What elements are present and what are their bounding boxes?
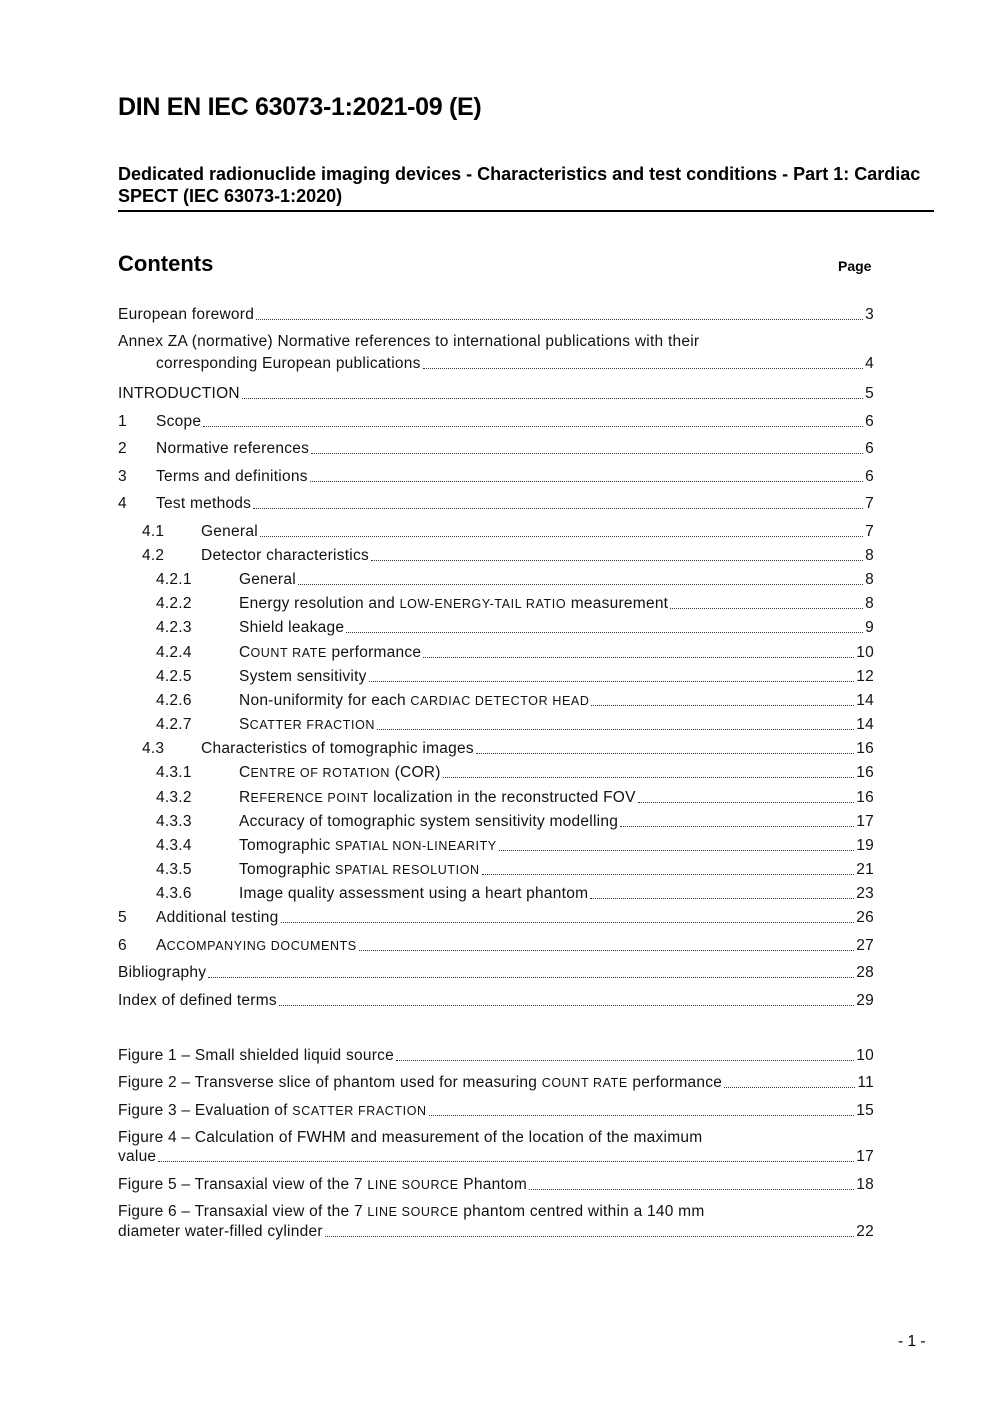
toc-entry-energy-resolution[interactable] [156,595,874,613]
toc-entry-text: System sensitivity [239,668,367,685]
toc-page-number: 6 [865,413,874,430]
toc-entry-text: Tomographic SPATIAL RESOLUTION [239,861,480,878]
figure-entry-text: value [118,1148,157,1165]
toc-page-number: 22 [856,1223,874,1240]
section-number: 1 [118,413,127,430]
section-number: 4.2.4 [156,644,192,661]
dot-leader [208,974,854,978]
toc-entry-scope[interactable] [118,413,874,431]
toc-entry-centre-of-rotation[interactable] [156,764,874,782]
figure-entry-1[interactable] [118,1047,874,1065]
dot-leader [590,895,854,899]
dot-leader [443,774,855,778]
toc-entry-spatial-non-linearity[interactable] [156,837,874,855]
dot-leader [369,678,855,682]
toc-entry-image-quality[interactable] [156,885,874,903]
toc-entry-annex-za-line1[interactable]: Annex ZA (normative) Normative references to international publications with their [118,333,700,350]
dot-leader [346,629,863,633]
toc-entry-text: CENTRE OF ROTATION (COR) [239,764,441,781]
toc-entry-text: General [239,571,296,588]
dot-leader [423,654,854,658]
toc-page-number: 14 [856,692,874,709]
toc-entry-normative-references[interactable] [118,440,874,458]
dot-leader [253,505,863,509]
dot-leader [377,726,854,730]
toc-entry-introduction[interactable] [118,385,874,403]
section-number: 4.3.1 [156,764,192,781]
dot-leader [423,365,863,369]
section-number: 4.2.2 [156,595,192,612]
toc-page-number: 27 [856,937,874,954]
toc-entry-accompanying-documents[interactable] [118,937,874,955]
toc-entry-4-2-1-general[interactable] [156,571,874,589]
defined-term: CARDIAC DETECTOR HEAD [410,694,590,708]
section-number: 4 [118,495,127,512]
dot-leader [256,316,863,320]
toc-page-number: 3 [865,306,874,323]
defined-term: ENTRE OF ROTATION [250,766,391,780]
dot-leader [298,581,863,585]
dot-leader [325,1233,854,1237]
toc-page-number: 8 [865,595,874,612]
toc-entry-additional-testing[interactable] [118,909,874,927]
figure-entry-2[interactable] [118,1074,874,1092]
figure-entry-6-line1[interactable]: Figure 6 – Transaxial view of the 7 LINE SOURCE phantom centred within a 140 mm [118,1203,705,1220]
toc-entry-text: Non-uniformity for each CARDIAC DETECTOR HEAD [239,692,590,709]
defined-term: SPATIAL RESOLUTION [335,863,480,877]
section-number: 4.3 [142,740,165,757]
toc-entry-text: REFERENCE POINT localization in the reconstructed FOV [239,789,636,806]
toc-page-number: 5 [865,385,874,402]
toc-page-number: 10 [856,1047,874,1064]
section-number: 2 [118,440,127,457]
toc-entry-text: Scope [156,413,202,430]
toc-entry-non-uniformity[interactable] [156,692,874,710]
dot-leader [429,1112,855,1116]
contents-heading: Contents [118,251,214,276]
dot-leader [158,1158,854,1162]
figure-entry-text: diameter water-filled cylinder [118,1223,323,1240]
toc-page-number: 7 [865,495,874,512]
section-number: 4.2.7 [156,716,192,733]
toc-entry-text: Terms and definitions [156,468,308,485]
dot-leader [396,1057,854,1061]
toc-entry-text: ACCOMPANYING DOCUMENTS [156,937,357,954]
toc-page-number: 16 [856,740,874,757]
toc-page-number: 4 [865,355,874,372]
document-id: DIN EN IEC 63073-1:2021-09 (E) [118,93,482,121]
defined-term: CATTER FRACTION [249,718,376,732]
toc-entry-text: Additional testing [156,909,279,926]
toc-page-number: 16 [856,764,874,781]
figure-entry-5[interactable] [118,1176,874,1194]
toc-entry-detector-characteristics[interactable] [142,547,874,565]
dot-leader [310,478,863,482]
page-column-heading: Page [838,258,872,274]
toc-entry-terms-and-definitions[interactable] [118,468,874,486]
dot-leader [476,750,854,754]
defined-term: OUNT RATE [250,646,327,660]
toc-entry-text: corresponding European publications [156,355,421,372]
toc-entry-text: Index of defined terms [118,992,277,1009]
figure-entry-4-line1[interactable]: Figure 4 – Calculation of FWHM and measurement of the location of the maximum [118,1129,703,1146]
toc-entry-index[interactable] [118,992,874,1010]
dot-leader [242,395,863,399]
section-number: 4.2.3 [156,619,192,636]
defined-term: EFERENCE POINT [250,791,369,805]
toc-entry-tomographic-characteristics[interactable] [142,740,874,758]
toc-entry-text: Image quality assessment using a heart phantom [239,885,589,902]
toc-page-number: 8 [865,547,874,564]
figure-entry-3[interactable] [118,1102,874,1120]
defined-term: COUNT RATE [541,1076,628,1090]
dot-leader [591,702,854,706]
dot-leader [371,557,863,561]
dot-leader [670,605,863,609]
toc-entry-bibliography[interactable] [118,964,874,982]
defined-term: LINE SOURCE [367,1205,459,1219]
title-underline [118,210,934,212]
toc-page-number: 16 [856,789,874,806]
section-number: 4.3.6 [156,885,192,902]
toc-entry-system-sensitivity[interactable] [156,668,874,686]
section-number: 4.2.6 [156,692,192,709]
dot-leader [529,1186,854,1190]
toc-page-number: 21 [856,861,874,878]
toc-entry-reference-point[interactable] [156,789,874,807]
toc-page-number: 11 [857,1074,874,1091]
section-number: 4.3.5 [156,861,192,878]
toc-entry-test-methods[interactable] [118,495,874,513]
dot-leader [499,847,855,851]
toc-page-number: 26 [856,909,874,926]
toc-entry-text: General [201,523,258,540]
defined-term: LOW-ENERGY-TAIL RATIO [399,597,567,611]
dot-leader [311,450,863,454]
toc-page-number: 29 [856,992,874,1009]
dot-leader [482,871,855,875]
toc-entry-text: INTRODUCTION [118,385,240,402]
toc-page-number: 9 [865,619,874,636]
toc-page-number: 17 [856,1148,874,1165]
toc-entry-text: Tomographic SPATIAL NON-LINEARITY [239,837,497,854]
figure-entry-text: Figure 5 – Transaxial view of the 7 LINE SOURCE Phantom [118,1176,528,1193]
toc-page-number: 14 [856,716,874,733]
defined-term: LINE SOURCE [367,1178,459,1192]
toc-page-number: 12 [856,668,874,685]
defined-term: SPATIAL NON-LINEARITY [335,839,497,853]
toc-entry-text: COUNT RATE performance [239,644,422,661]
toc-page-number: 6 [865,468,874,485]
section-number: 5 [118,909,127,926]
defined-term: CCOMPANYING DOCUMENTS [166,939,357,953]
toc-page-number: 8 [865,571,874,588]
dot-leader [281,919,855,923]
footer-page-number: - 1 - [898,1333,926,1350]
toc-entry-spatial-resolution[interactable] [156,861,874,879]
section-number: 3 [118,468,127,485]
toc-entry-text: Shield leakage [239,619,345,636]
document-title: Dedicated radionuclide imaging devices - Characteristics and test conditions - Part 1: Cardiac SPECT (IEC 63073-1:2020) [118,164,921,206]
section-number: 4.2.1 [156,571,192,588]
section-number: 4.2.5 [156,668,192,685]
toc-page-number: 19 [856,837,874,854]
toc-entry-text: Detector characteristics [201,547,369,564]
toc-page-number: 28 [856,964,874,981]
figure-entry-6[interactable] [118,1223,874,1241]
toc-entry-text: SCATTER FRACTION [239,716,376,733]
toc-page-number: 7 [865,523,874,540]
section-number: 4.1 [142,523,165,540]
dot-leader [638,799,855,803]
toc-entry-text: Characteristics of tomographic images [201,740,474,757]
toc-entry-4-1-general[interactable] [142,523,874,541]
dot-leader [260,533,863,537]
section-number: 6 [118,937,127,954]
toc-page-number: 10 [856,644,874,661]
figure-entry-text: Figure 3 – Evaluation of SCATTER FRACTION [118,1102,427,1119]
toc-entry-european-foreword[interactable] [118,306,874,324]
toc-entry-text: Normative references [156,440,310,457]
toc-entry-text: European foreword [118,306,255,323]
figure-entry-text: Figure 2 – Transverse slice of phantom used for measuring COUNT RATE performance [118,1074,723,1091]
toc-entry-sensitivity-modelling[interactable] [156,813,874,831]
toc-page-number: 17 [856,813,874,830]
toc-page-number: 18 [856,1176,874,1193]
toc-page-number: 6 [865,440,874,457]
toc-entry-text: Energy resolution and LOW-ENERGY-TAIL RATIO measurement [239,595,669,612]
figure-entry-text: Figure 1 – Small shielded liquid source [118,1047,394,1064]
dot-leader [620,823,854,827]
toc-entry-text: Accuracy of tomographic system sensitivity modelling [239,813,619,830]
section-number: 4.3.3 [156,813,192,830]
toc-page-number: 15 [856,1102,874,1119]
section-number: 4.3.2 [156,789,192,806]
section-number: 4.2 [142,547,165,564]
toc-entry-scatter-fraction[interactable] [156,716,874,734]
toc-entry-annex-za[interactable] [156,355,874,373]
figure-entry-4[interactable] [118,1148,874,1166]
dot-leader [203,423,863,427]
toc-entry-text: Test methods [156,495,252,512]
dot-leader [359,947,855,951]
defined-term: SCATTER FRACTION [292,1104,427,1118]
toc-entry-text: Bibliography [118,964,207,981]
toc-entry-count-rate-performance[interactable] [156,644,874,662]
dot-leader [279,1002,854,1006]
toc-entry-shield-leakage[interactable] [156,619,874,637]
toc-page-number: 23 [856,885,874,902]
section-number: 4.3.4 [156,837,192,854]
dot-leader [724,1084,855,1088]
